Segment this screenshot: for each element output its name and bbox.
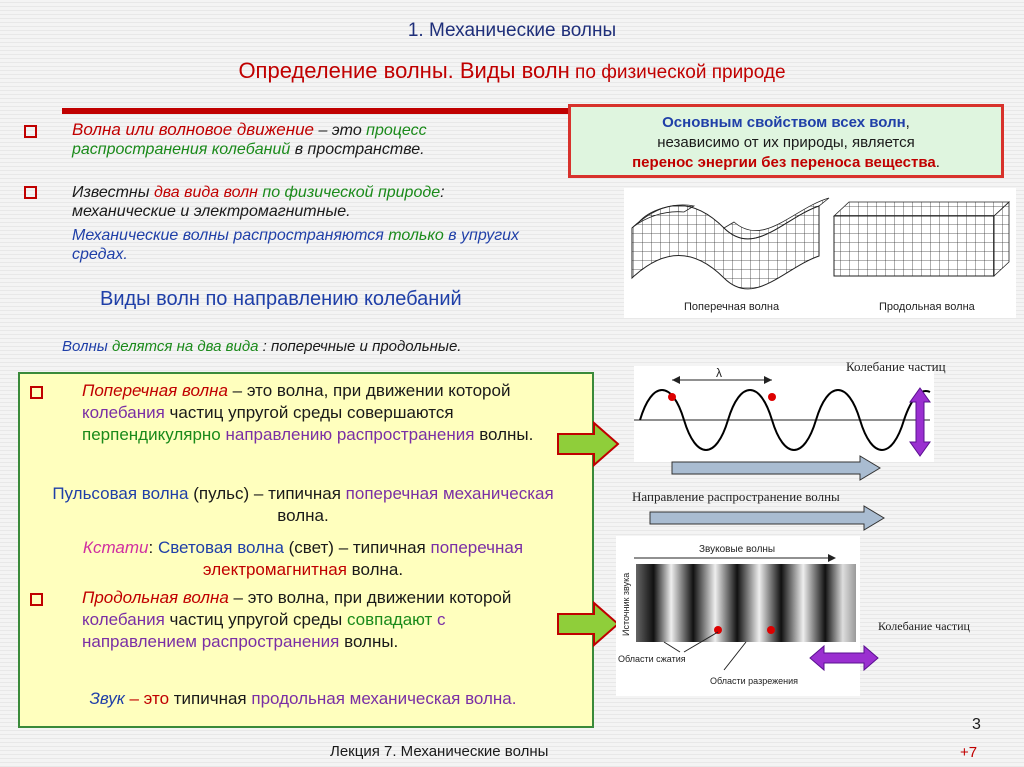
prop-line3: перенос энергии без переноса вещества	[632, 154, 936, 171]
mech-media: в упругих средах.	[72, 227, 519, 263]
title-sub: по физической природе	[569, 62, 786, 83]
light-wave-text	[30, 537, 576, 581]
sound-wave-text	[30, 688, 576, 710]
pulse-typical: типичная	[268, 484, 341, 503]
kinds-a: Известны	[72, 184, 154, 201]
sound-typical: типичная	[173, 689, 247, 708]
tr-d: частиц упругой среды совершаются	[164, 403, 454, 422]
prop-line1: Основным свойством всех волн	[662, 114, 906, 131]
rarefaction-label: Области разрежения	[710, 676, 799, 686]
section-heading: Виды волн по направлению колебаний	[100, 288, 462, 310]
lecture-footer: Лекция 7. Механические волны	[330, 743, 549, 760]
longitudinal-grid	[834, 202, 1009, 276]
tr-osc: колебания	[82, 403, 165, 422]
sound-e: волна.	[460, 689, 517, 708]
particle-dot	[768, 393, 776, 401]
wave-kinds	[72, 183, 562, 221]
lo-coincide: совпадают	[346, 610, 433, 629]
div-list: : поперечные и продольные.	[258, 338, 462, 355]
def-space: в пространстве.	[290, 141, 425, 158]
lo-term: Продольная волна	[82, 588, 229, 607]
wave-definition	[72, 120, 562, 159]
light-colon: :	[148, 538, 158, 557]
div-divide: делятся	[107, 338, 177, 355]
bullet-icon	[30, 593, 43, 606]
tr-term: Поперечная волна	[82, 381, 228, 400]
light-typical: типичная	[352, 538, 426, 557]
lo-dir: с направлением распространения	[82, 610, 446, 651]
grid-wave-illustrations	[624, 188, 1016, 318]
particle-dot	[714, 626, 722, 634]
pulse-term: Пульсовая волна	[52, 484, 189, 503]
transverse-wave-diagram	[630, 360, 1024, 540]
slide-title	[0, 58, 1024, 84]
source-label: Источник звука	[621, 572, 631, 636]
direction-label: Направление распространение волны	[632, 489, 840, 504]
particle-dot	[668, 393, 676, 401]
mechanical-note	[72, 226, 562, 264]
pulse-e: волна.	[277, 506, 329, 525]
arrow-right-icon	[556, 420, 622, 468]
osc-label: Колебание частиц	[846, 360, 946, 374]
light-term: Световая волна	[157, 538, 284, 557]
pressure-bands	[636, 564, 856, 642]
topic-title: 1. Механические волны	[407, 20, 617, 41]
title-underline	[62, 108, 622, 114]
arrow-right-icon	[556, 600, 622, 648]
lo-d: частиц упругой среды	[164, 610, 347, 629]
mech-a: Механические волны распространяются	[72, 227, 389, 244]
sound-osc-label: Колебание частиц	[878, 619, 970, 633]
mech-only: только	[388, 227, 444, 244]
prop-dot: .	[935, 154, 940, 171]
sound-term: Звук	[89, 689, 125, 708]
light-btw: Кстати	[82, 538, 149, 557]
light-d: (свет) –	[283, 538, 353, 557]
prop-line2: независимо от их природы, является	[657, 134, 915, 151]
light-h: волна.	[346, 560, 404, 579]
grid-label-longitudinal: Продольная волна	[879, 301, 975, 313]
pulse-kind: поперечная механическая	[340, 484, 554, 503]
kinds-list: механические и электромагнитные.	[72, 203, 351, 220]
sound-title: Звуковые волны	[699, 544, 776, 555]
page-extra: +7	[960, 744, 978, 761]
grid-label-transverse: Поперечная волна	[684, 301, 780, 313]
pulse-b: (пульс) –	[188, 484, 269, 503]
def-process: процесс распространения колебаний	[72, 122, 427, 158]
lambda-label: λ	[716, 366, 722, 380]
sound-wave-diagram	[614, 536, 1024, 708]
div-two: на два вида	[176, 338, 259, 355]
tr-g: волны.	[474, 425, 534, 444]
kinds-colon: :	[440, 184, 445, 201]
page-number: 3	[972, 716, 981, 733]
compression-label: Области сжатия	[618, 654, 686, 664]
def-term: Волна или волновое движение	[72, 120, 315, 139]
bullet-icon	[30, 386, 43, 399]
light-em: электромагнитная	[202, 560, 347, 579]
title-main: Определение волны. Виды волн	[238, 58, 570, 83]
bullet-icon	[24, 125, 37, 138]
propagation-arrow-icon	[650, 506, 884, 530]
def-dash: – это	[314, 122, 367, 139]
lo-osc: колебания	[82, 610, 165, 629]
particle-dot	[767, 626, 775, 634]
transverse-definition	[82, 380, 562, 446]
lo-b: – это волна, при движении которой	[228, 588, 512, 607]
pulse-wave-text	[30, 483, 576, 527]
tr-perp: перпендикулярно	[82, 425, 221, 444]
longitudinal-definition	[82, 587, 562, 653]
lo-g: волны.	[339, 632, 399, 651]
bullet-icon	[24, 186, 37, 199]
sound-kind: продольная механическая	[246, 689, 461, 708]
energy-property-box	[568, 104, 1004, 178]
prop-comma: ,	[905, 114, 910, 131]
kinds-nature: по физической природе	[257, 184, 441, 201]
div-waves: Волны	[62, 338, 108, 355]
tr-b: – это волна, при движении которой	[227, 381, 511, 400]
sound-b: – это	[124, 689, 174, 708]
light-transverse: поперечная	[425, 538, 524, 557]
kinds-two: два вида волн	[153, 184, 258, 201]
tr-dir: направлению распространения	[220, 425, 475, 444]
two-kinds-line	[62, 338, 461, 355]
